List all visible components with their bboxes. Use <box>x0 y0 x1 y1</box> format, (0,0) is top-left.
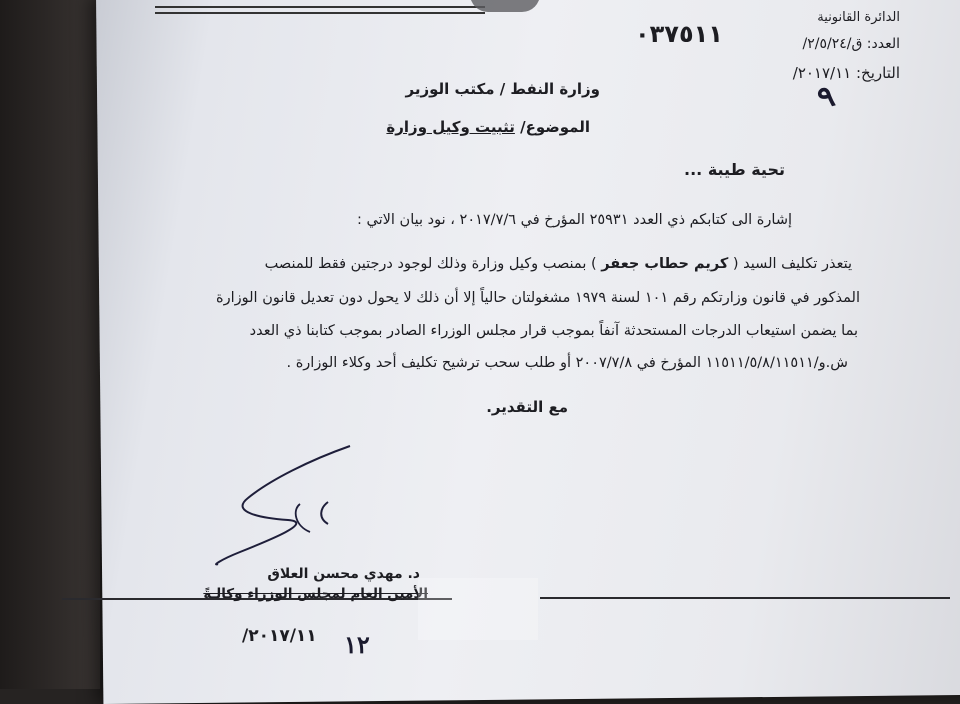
redaction-patch <box>418 578 538 640</box>
body-line-2-start: يتعذر تكليف السيد ( <box>732 256 852 272</box>
serial-number: ٠٣٧٥١١ <box>635 20 723 48</box>
letter-date <box>793 64 900 82</box>
signatory-name: د. مهدي محسن العلاق <box>267 566 420 582</box>
header-rule-top <box>155 6 485 8</box>
closing: مع التقدير. <box>486 398 568 416</box>
signature-rule-right <box>540 597 950 599</box>
dark-background <box>0 0 100 689</box>
signatory-title: الأمين العام لمجلس الوزراء وكالـةً <box>203 586 428 602</box>
sign-date-printed: ٢٠١٧/١١/ <box>242 626 317 646</box>
date-value: ٢٠١٧/١١/ <box>792 64 852 82</box>
header-rule-bottom <box>155 12 485 14</box>
nominee-name: كريم حطاب جعفر <box>601 256 729 272</box>
department-name: الدائرة القانونية <box>817 10 900 25</box>
body-line-4: بما يضمن استيعاب الدرجات المستحدثة آنفاً بموجب قرار مجلس الوزراء الصادر بموجب كتابنا ذي العدد <box>249 323 858 339</box>
number-value: ق/٢/٥/٢٤/ <box>802 36 863 52</box>
subject-line <box>386 118 590 136</box>
date-label: التاريخ: <box>856 64 900 82</box>
body-line-1: إشارة الى كتابكم ذي العدد ٢٥٩٣١ المؤرخ في ٢٠١٧/٧/٦ ، نود بيان الاتي : <box>357 212 792 228</box>
subject-label: الموضوع/ <box>520 118 590 136</box>
body-line-5: ش.و/١١٥١١/٥/٨/١١٥١١ المؤرخ في ٢٠٠٧/٧/٨ أو طلب سحب ترشيح تكليف أحد وكلاء الوزارة . <box>286 355 848 371</box>
reference-number <box>803 36 901 52</box>
body-line-2-end: ) بمنصب وكيل وزارة وذلك لوجود درجتين فقط للمنصب <box>264 256 597 272</box>
sign-date-handwritten: ١٢ <box>344 630 370 659</box>
signature <box>200 440 400 570</box>
body-line-3: المذكور في قانون وزارتكم رقم ١٠١ لسنة ١٩٧٩ مشغولتان حالياً إلا أن ذلك لا يحول دون تعديل قانون الوزارة <box>216 290 860 306</box>
greeting: تحية طيبة ... <box>684 160 785 179</box>
state-emblem <box>470 0 540 12</box>
recipient: وزارة النفط / مكتب الوزير <box>405 80 600 98</box>
handwritten-day: ٩ <box>813 78 839 117</box>
number-label: العدد: <box>866 36 900 52</box>
body-line-2 <box>265 256 852 272</box>
subject-text: تثبيت وكيل وزارة <box>386 118 515 136</box>
